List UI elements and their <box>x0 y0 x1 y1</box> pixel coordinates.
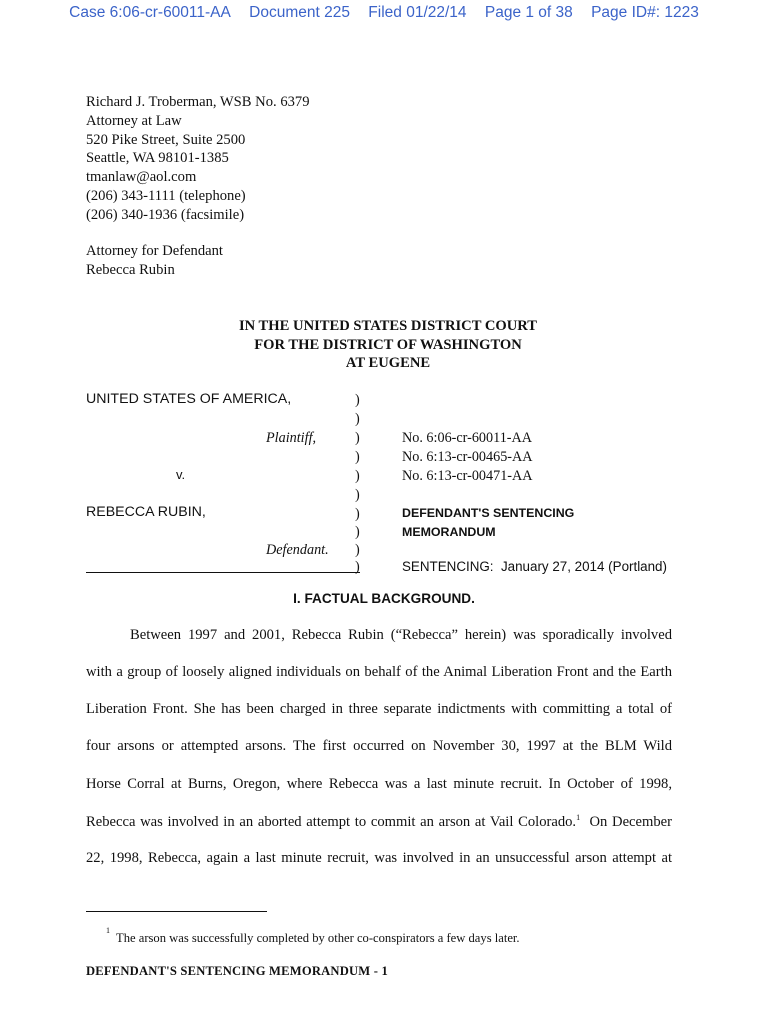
caption-paren: ) <box>355 449 360 465</box>
filed-date: Filed 01/22/14 <box>368 4 467 21</box>
footnote-reference: 1 <box>576 813 581 822</box>
attorney-for-block <box>86 242 223 280</box>
caption-paren: ) <box>355 392 360 408</box>
caption-paren: ) <box>355 542 360 558</box>
section-heading: I. FACTUAL BACKGROUND. <box>293 591 475 606</box>
body-line-with-footnote <box>86 813 672 831</box>
attorney-for-line: Attorney for Defendant <box>86 243 223 259</box>
caption-paren: ) <box>355 524 360 540</box>
caption-paren: ) <box>355 559 360 575</box>
body-line: with a group of loosely aligned individuals on behalf of the Animal Liberation Front and the Earth <box>86 664 672 680</box>
body-line: 22, 1998, Rebecca, again a last minute recruit, was involved in an unsuccessful arson attempt at <box>86 850 672 866</box>
case-number: Case 6:06-cr-60011-AA <box>69 4 231 21</box>
case-number-3: No. 6:13-cr-00471-AA <box>402 468 533 484</box>
attorney-name: Richard J. Troberman, WSB No. 6379 <box>86 94 310 110</box>
caption-paren: ) <box>355 506 360 522</box>
attorney-phone: (206) 343-1111 (telephone) <box>86 187 246 204</box>
body-line: Liberation Front. She has been charged in three separate indictments with committing a total of <box>86 701 672 717</box>
court-heading <box>0 317 768 373</box>
body-line: Horse Corral at Burns, Oregon, where Rebecca was a last minute recruit. In October of 1998, <box>86 776 672 792</box>
page-count: Page 1 of 38 <box>484 4 573 21</box>
case-number-1: No. 6:06-cr-60011-AA <box>402 430 533 446</box>
body-line-text: Rebecca was involved in an aborted attempt to commit an arson at Vail Colorado. <box>86 813 577 830</box>
body-line-tail: On December <box>589 813 672 830</box>
footnote-rule <box>86 911 267 912</box>
attorney-email: tmanlaw@aol.com <box>86 169 197 186</box>
footnote-number: 1 <box>106 926 110 935</box>
body-line: Between 1997 and 2001, Rebecca Rubin (“Rebecca” herein) was sporadically involved <box>130 627 672 643</box>
caption-paren: ) <box>355 411 360 427</box>
attorney-title: Attorney at Law <box>86 112 182 129</box>
court-line-2: FOR THE DISTRICT OF WASHINGTON <box>254 336 522 353</box>
client-name: Rebecca Rubin <box>86 261 175 278</box>
doc-title-line-1: DEFENDANT'S SENTENCING <box>402 506 575 520</box>
sentencing-label: SENTENCING: <box>402 559 494 574</box>
plaintiff-label: Plaintiff, <box>266 430 317 446</box>
attorney-block <box>86 93 310 225</box>
caption-paren: ) <box>355 430 360 446</box>
plaintiff-party: UNITED STATES OF AMERICA, <box>86 391 292 407</box>
sentencing-date: January 27, 2014 (Portland) <box>500 559 667 574</box>
caption-paren: ) <box>355 468 360 484</box>
ecf-header <box>0 4 768 22</box>
versus: v. <box>176 467 186 482</box>
sentencing-info <box>402 559 667 574</box>
attorney-street: 520 Pike Street, Suite 2500 <box>86 131 246 148</box>
court-line-3: AT EUGENE <box>345 355 431 372</box>
attorney-fax: (206) 340-1936 (facsimile) <box>86 206 245 223</box>
attorney-city: Seattle, WA 98101-1385 <box>86 150 229 167</box>
footnote <box>106 926 520 946</box>
defendant-label: Defendant. <box>266 542 329 558</box>
body-line: four arsons or attempted arsons. The first occurred on November 30, 1997 at the BLM Wild <box>86 738 672 754</box>
page-footer: DEFENDANT'S SENTENCING MEMORANDUM - 1 <box>86 964 388 978</box>
caption-paren: ) <box>355 487 360 503</box>
court-line-1: IN THE UNITED STATES DISTRICT COURT <box>238 318 538 334</box>
document-number: Document 225 <box>249 4 350 21</box>
footnote-text: The arson was successfully completed by other co-conspirators a few days later. <box>116 931 520 946</box>
caption-rule <box>86 572 360 573</box>
doc-title-line-2: MEMORANDUM <box>402 525 496 539</box>
page-id: Page ID#: 1223 <box>591 4 699 21</box>
defendant-party: REBECCA RUBIN, <box>86 504 206 520</box>
case-number-2: No. 6:13-cr-00465-AA <box>402 449 533 465</box>
